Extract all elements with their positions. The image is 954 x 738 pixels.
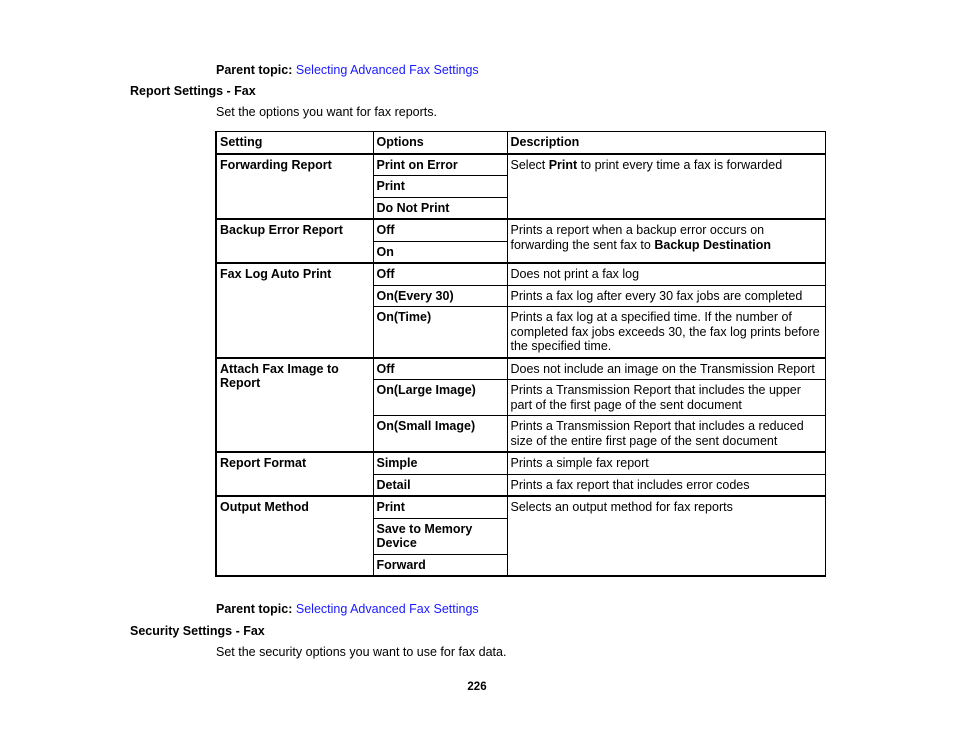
- option-on-time: On(Time): [373, 307, 507, 358]
- parent-topic-link[interactable]: Selecting Advanced Fax Settings: [295, 63, 479, 77]
- option-print: Print: [373, 176, 507, 198]
- desc-text: Select: [510, 157, 549, 172]
- description-on-large-image: Prints a Transmission Report that includes the upper part of the first page of the sent document: [507, 380, 825, 416]
- header-setting: Setting: [216, 132, 373, 154]
- table-row: [216, 154, 825, 176]
- parent-topic-label: Parent topic:: [216, 63, 293, 77]
- report-settings-table: [215, 131, 826, 577]
- page-number: 226: [467, 681, 487, 693]
- option-on-every-30: On(Every 30): [373, 285, 507, 307]
- setting-fax-log-auto-print: Fax Log Auto Print: [216, 263, 373, 358]
- option-on: On: [373, 241, 507, 263]
- setting-backup-error-report: Backup Error Report: [216, 219, 373, 263]
- header-description: Description: [507, 132, 825, 154]
- table-row: [216, 496, 825, 518]
- parent-topic-label: Parent topic:: [216, 602, 293, 616]
- table-row: [216, 219, 825, 241]
- option-print-on-error: Print on Error: [373, 154, 507, 176]
- option-forward: Forward: [373, 554, 507, 576]
- parent-topic-bottom: [216, 601, 479, 617]
- section-intro-report-settings: Set the options you want for fax reports.: [216, 105, 437, 119]
- option-print: Print: [373, 496, 507, 518]
- setting-output-method: Output Method: [216, 496, 373, 576]
- desc-text: to print every time a fax is forwarded: [577, 157, 783, 172]
- description-backup-error-report: [507, 219, 825, 263]
- table-header-row: [216, 132, 825, 154]
- option-on-large-image: On(Large Image): [373, 380, 507, 416]
- section-heading-security-settings: Security Settings - Fax: [130, 624, 265, 638]
- option-off: Off: [373, 263, 507, 285]
- option-save-to-memory-device: Save to Memory Device: [373, 518, 507, 554]
- setting-attach-fax-image: Attach Fax Image to Report: [216, 358, 373, 453]
- description-on-time: Prints a fax log at a specified time. If the number of completed fax jobs exceeds 30, the fax log prints before the specified time.: [507, 307, 825, 358]
- table-row: [216, 452, 825, 474]
- option-do-not-print: Do Not Print: [373, 197, 507, 219]
- description-on-every-30: Prints a fax log after every 30 fax jobs are completed: [507, 285, 825, 307]
- option-off: Off: [373, 219, 507, 241]
- description-forwarding-report: [507, 154, 825, 220]
- header-options: Options: [373, 132, 507, 154]
- description-output-method: Selects an output method for fax reports: [507, 496, 825, 576]
- section-heading-report-settings: Report Settings - Fax: [130, 84, 256, 98]
- parent-topic-link[interactable]: Selecting Advanced Fax Settings: [295, 602, 479, 616]
- desc-bold-text: Print: [548, 157, 578, 172]
- section-intro-security-settings: Set the security options you want to use for fax data.: [216, 645, 507, 659]
- option-simple: Simple: [373, 452, 507, 474]
- setting-report-format: Report Format: [216, 452, 373, 496]
- option-off: Off: [373, 358, 507, 380]
- setting-forwarding-report: Forwarding Report: [216, 154, 373, 220]
- description-simple: Prints a simple fax report: [507, 452, 825, 474]
- desc-bold-text: Backup Destination: [654, 237, 772, 252]
- description-off: Does not print a fax log: [507, 263, 825, 285]
- table-row: [216, 358, 825, 380]
- description-on-small-image: Prints a Transmission Report that includes a reduced size of the entire first page of the sent document: [507, 416, 825, 453]
- table-row: [216, 263, 825, 285]
- parent-topic-top: [216, 62, 479, 78]
- description-detail: Prints a fax report that includes error codes: [507, 474, 825, 496]
- desc-text: Prints a report when a backup error occurs on forwarding the sent fax to: [510, 223, 765, 252]
- option-on-small-image: On(Small Image): [373, 416, 507, 453]
- description-off: Does not include an image on the Transmission Report: [507, 358, 825, 380]
- option-detail: Detail: [373, 474, 507, 496]
